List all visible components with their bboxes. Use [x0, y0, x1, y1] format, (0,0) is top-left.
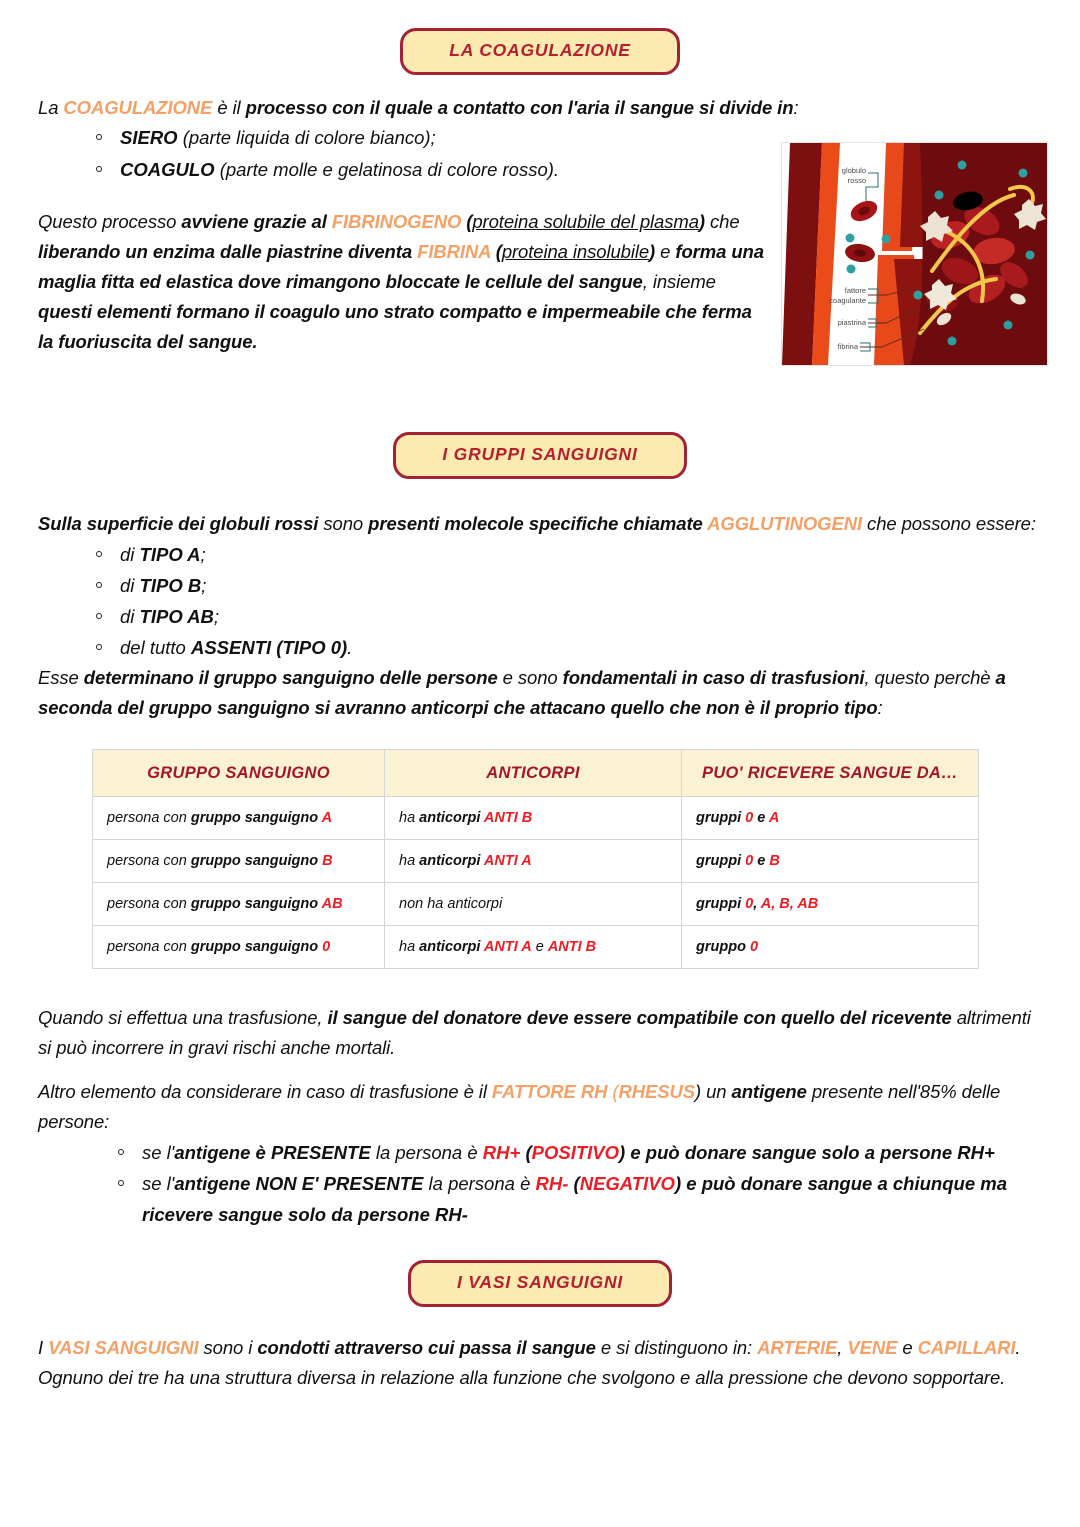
cell-antibodies-a: [385, 797, 682, 840]
r0-group-bold: gruppo sanguigno: [190, 810, 322, 827]
r3-ab-tail: e ANTI B: [531, 939, 597, 956]
blood-groups-table-wrap: [38, 749, 1042, 969]
keyword-vene: VENE: [847, 1336, 898, 1358]
r0-rc-lead: gruppi: [696, 810, 746, 827]
r2-group-lead: persona con: [107, 896, 191, 913]
gruppi-bullet-list: [38, 539, 1042, 663]
tipo-b-post: ;: [201, 575, 207, 597]
tr-c: altrimenti si può incorrere in gravi rischi anche mortali.: [38, 1007, 1031, 1059]
r1-ab-lead: ha: [399, 853, 420, 870]
keyword-capillari: CAPILLARI: [917, 1336, 1016, 1358]
rhn-a: se l': [142, 1173, 175, 1195]
list-item: [116, 1137, 1042, 1168]
pill-label-coagulazione: LA COAGULAZIONE: [449, 40, 631, 60]
rh-a: Altro elemento da considerare in caso di trasfusione è il: [38, 1081, 492, 1103]
cell-group-b: [93, 840, 385, 883]
section-heading-coagulazione: [38, 28, 1042, 75]
r3-rc-lead: gruppo: [696, 939, 750, 956]
r0-rc-red2: A: [768, 810, 780, 827]
intro-keyword-coagulazione: COAGULAZIONE: [63, 96, 213, 118]
r3-ab-bold: anticorpi: [419, 939, 484, 956]
fattore-rh-paragraph: [38, 1077, 1042, 1137]
transfusione-paragraph: [38, 1003, 1042, 1063]
section-heading-vasi: [38, 1260, 1042, 1307]
list-item: [116, 1168, 1042, 1230]
cell-group-0: [93, 926, 385, 969]
gruppi-intro-a: Sulla superficie dei globuli rossi: [38, 512, 319, 534]
rhn-c: la persona è: [423, 1173, 536, 1195]
fib-t2: avviene grazie al: [181, 210, 332, 232]
r1-ab-bold: anticorpi: [419, 853, 484, 870]
r1-rc-red1: 0: [745, 853, 754, 870]
table-row: [93, 926, 979, 969]
ab-b: determinano il gruppo sanguigno delle persone: [83, 667, 498, 689]
r2-rc-red2: A: [760, 896, 772, 913]
rhp-a: se l': [142, 1142, 175, 1164]
fib-t7: che: [704, 210, 740, 232]
list-item: [94, 601, 1042, 632]
coagulation-diagram-svg: [782, 143, 1047, 365]
r0-rc-mid: e: [753, 810, 769, 827]
r0-ab-red: ANTI B: [483, 810, 533, 827]
vs-i: e: [897, 1336, 918, 1358]
fib-t11: proteina insolubile: [501, 240, 650, 262]
table-row: [93, 883, 979, 926]
bullet-rest-siero: (parte liquida di colore bianco);: [177, 127, 436, 149]
tipo-a-post: ;: [200, 543, 206, 565]
cell-antibodies-ab: [385, 883, 682, 926]
blood-groups-table: [92, 749, 979, 969]
r1-rc-lead: gruppi: [696, 853, 746, 870]
keyword-fattore-rh: FATTORE RH: [491, 1081, 608, 1103]
gruppi-after-bullets-paragraph: [38, 663, 1042, 723]
r1-group-lead: persona con: [107, 853, 191, 870]
fib-t4: (: [461, 210, 473, 232]
tr-b: il sangue del donatore deve essere compatibile con quello del ricevente: [327, 1007, 952, 1029]
r1-rc-red2: B: [769, 853, 780, 870]
list-item: [94, 570, 1042, 601]
tipo-b-strong: TIPO B: [139, 575, 202, 597]
tipo-ab-strong: TIPO AB: [139, 606, 214, 628]
vs-g: ,: [837, 1336, 848, 1358]
table-header-gruppo-sanguigno: GRUPPO SANGUIGNO: [93, 750, 385, 797]
bullet-rest-coagulo: (parte molle e gelatinosa di colore rosso).: [214, 158, 560, 180]
tipo-0-post: .: [347, 637, 353, 659]
pill-gruppi-sanguigni: [393, 432, 686, 479]
gruppi-intro-paragraph: [38, 509, 1042, 539]
ab-d: fondamentali in caso di trasfusioni: [562, 667, 865, 689]
rhp-e: (: [520, 1142, 532, 1164]
rhp-d: RH+: [482, 1142, 521, 1164]
vs-c: sono i: [198, 1336, 258, 1358]
tipo-b-pre: di: [120, 575, 140, 597]
r3-group-bold: gruppo sanguigno: [190, 939, 323, 956]
ab-c: e sono: [497, 667, 563, 689]
fib-t5: proteina solubile del plasma: [472, 210, 699, 232]
tr-a: Quando si effettua una trasfusione,: [38, 1007, 328, 1029]
svg-text:fattore: fattore: [844, 286, 866, 295]
r3-group-type: 0: [322, 939, 331, 956]
keyword-fibrina: FIBRINA: [417, 240, 491, 262]
r2-group-type: AB: [321, 896, 343, 913]
r0-ab-bold: anticorpi: [419, 810, 484, 827]
coagulazione-body-column: [38, 207, 768, 357]
tipo-ab-pre: di: [120, 606, 140, 628]
cell-receive-b: [682, 840, 979, 883]
gruppi-intro-c: presenti molecole specifiche chiamate: [368, 512, 708, 534]
r0-ab-lead: ha: [399, 810, 420, 827]
rh-e: ) un: [694, 1081, 732, 1103]
pill-label-vasi-sanguigni: I VASI SANGUIGNI: [456, 1272, 624, 1293]
intro-text-b: è il: [212, 96, 246, 118]
cell-antibodies-0: [385, 926, 682, 969]
keyword-arterie: ARTERIE: [757, 1336, 838, 1358]
r2-rc-tail: , B, AB: [771, 896, 819, 913]
rh-g: presente nell'85% delle persone:: [38, 1081, 1001, 1133]
fib-t1: Questo processo: [38, 210, 182, 232]
table-header-puo-ricevere: PUO' RICEVERE SANGUE DA…: [682, 750, 979, 797]
vs-a: I: [38, 1336, 49, 1358]
table-header-anticorpi: ANTICORPI: [385, 750, 682, 797]
rh-f: antigene: [731, 1081, 807, 1103]
list-item: [94, 539, 1042, 570]
list-item: [94, 632, 1042, 663]
rhn-g: ): [674, 1173, 682, 1195]
vs-d: condotti attraverso cui passa il sangue: [257, 1336, 596, 1358]
svg-text:rosso: rosso: [847, 176, 866, 185]
svg-text:fibrina: fibrina: [837, 342, 858, 351]
intro-text-a: La: [38, 96, 64, 118]
tipo-a-pre: di: [120, 543, 140, 565]
fib-t12: ): [649, 240, 656, 262]
ab-f: a seconda del gruppo sanguigno si avranno anticorpi che attacano quello che non è il proprio tipo: [38, 667, 1006, 719]
section-heading-gruppi: [38, 432, 1042, 479]
tipo-0-strong: ASSENTI (TIPO 0): [190, 637, 348, 659]
r1-ab-red: ANTI A: [483, 853, 532, 870]
rhp-f: POSITIVO: [531, 1142, 620, 1164]
coagulazione-fibrinogeno-paragraph: [38, 207, 768, 357]
pill-label-gruppi-sanguigni: I GRUPPI SANGUIGNI: [442, 444, 638, 465]
svg-text:coagulante: coagulante: [829, 296, 866, 305]
rhn-b: antigene NON E' PRESENTE: [174, 1173, 424, 1195]
rh-c: (: [607, 1081, 619, 1103]
rhn-d: RH-: [535, 1173, 569, 1195]
table-header-row: [93, 750, 979, 797]
vs-e: e si distinguono in:: [595, 1336, 758, 1358]
r2-group-bold: gruppo sanguigno: [190, 896, 322, 913]
rh-bullet-list: [38, 1137, 1042, 1230]
cell-group-a: [93, 797, 385, 840]
r2-rc-mid: ,: [753, 896, 761, 913]
fib-t14: forma una maglia fitta ed elastica dove rimangono bloccate le cellule del sangue: [38, 240, 764, 292]
rhp-g: ): [619, 1142, 626, 1164]
cell-receive-0: [682, 926, 979, 969]
svg-text:globulo: globulo: [841, 166, 866, 175]
r0-group-lead: persona con: [107, 810, 191, 827]
keyword-rhesus: RHESUS: [618, 1081, 695, 1103]
fib-t13: e: [655, 240, 676, 262]
ab-a: Esse: [38, 667, 84, 689]
r1-group-bold: gruppo sanguigno: [190, 853, 323, 870]
rhp-b: antigene è PRESENTE: [174, 1142, 371, 1164]
r3-rc-red1: 0: [749, 939, 759, 956]
rhn-e: (: [568, 1173, 580, 1195]
cell-receive-ab: [682, 883, 979, 926]
fib-t6: ): [698, 210, 705, 232]
intro-text-c: processo con il quale a contatto con l'aria il sangue si divide in: [245, 96, 794, 118]
r2-rc-lead: gruppi: [696, 896, 746, 913]
pill-vasi-sanguigni: [408, 1260, 672, 1307]
r1-rc-mid: e: [753, 853, 770, 870]
vasi-sanguigni-paragraph: [38, 1333, 1042, 1393]
tipo-ab-post: ;: [213, 606, 220, 628]
keyword-agglutinogeni: AGGLUTINOGENI: [707, 512, 862, 534]
r0-group-type: A: [321, 810, 333, 827]
r3-group-lead: persona con: [107, 939, 191, 956]
rhn-h: e può donare sangue a chiunque ma ricevere sangue solo da persone RH-: [142, 1173, 1007, 1226]
fib-t16: questi elementi formano il coagulo uno strato compatto e impermeabile che ferma la fuoriuscita del sangue.: [38, 300, 752, 352]
r3-ab-lead: ha: [399, 939, 420, 956]
ab-g: :: [877, 697, 883, 719]
tipo-0-pre: del tutto: [120, 637, 191, 659]
table-row: [93, 840, 979, 883]
table-row: [93, 797, 979, 840]
r0-rc-red1: 0: [745, 810, 754, 827]
bullet-strong-coagulo: COAGULO: [120, 158, 215, 180]
tipo-a-strong: TIPO A: [139, 543, 201, 565]
fib-t15: , insieme: [642, 270, 716, 292]
fib-t10: (: [490, 240, 502, 262]
keyword-fibrinogeno: FIBRINOGENO: [331, 210, 462, 232]
svg-text:piastrina: piastrina: [837, 318, 866, 327]
rhp-h: e può donare sangue solo a persone RH+: [625, 1142, 995, 1164]
keyword-vasi-sanguigni: VASI SANGUIGNI: [48, 1336, 199, 1358]
fib-t8: liberando un enzima dalle piastrine diventa: [38, 240, 418, 262]
coagulazione-intro-paragraph: [38, 93, 1042, 123]
ab-e: , questo perchè: [864, 667, 996, 689]
cell-antibodies-b: [385, 840, 682, 883]
r2-rc-red1: 0: [745, 896, 754, 913]
intro-text-d: :: [793, 96, 799, 118]
coagulation-diagram: [781, 142, 1048, 366]
vs-k: . Ognuno dei tre ha una struttura diversa in relazione alla funzione che svolgono e alla pressione che devono sopportare.: [38, 1336, 1021, 1388]
cell-group-ab: [93, 883, 385, 926]
r3-ab-red: ANTI A: [483, 939, 532, 956]
pill-coagulazione: [400, 28, 679, 75]
r2-ab-lead: non ha anticorpi: [399, 896, 503, 913]
rhp-c: la persona è: [370, 1142, 483, 1164]
cell-receive-a: [682, 797, 979, 840]
r1-group-type: B: [322, 853, 333, 870]
gruppi-intro-e: che possono essere:: [862, 512, 1036, 534]
gruppi-intro-b: sono: [318, 512, 369, 534]
rhn-f: NEGATIVO: [579, 1173, 675, 1195]
bullet-strong-siero: SIERO: [120, 127, 178, 149]
